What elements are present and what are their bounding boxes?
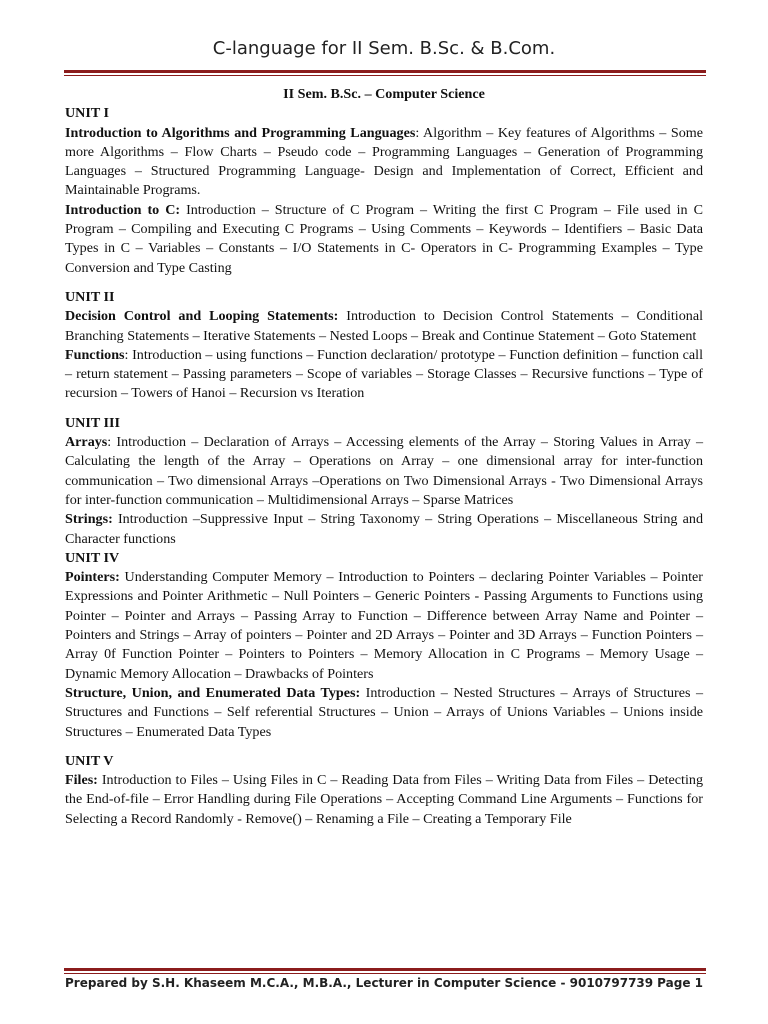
topic-paragraph: [65, 568, 703, 684]
topic-paragraph: [65, 346, 703, 404]
topic-paragraph: [65, 124, 703, 201]
topic-text: Introduction –Suppressive Input – String Taxonomy – String Operations – Miscellaneous String and Character functions: [65, 511, 703, 547]
topic-text: Introduction – Nested Structures – Arrays of Structures – Structures and Functions – Self referential Structures – Union – Arrays of Unions Variables – Unions inside Structures – Enumerated Data Types: [65, 684, 704, 740]
topic-text: : Algorithm – Key features of Algorithms – Some more Algorithms – Flow Charts – Pseudo code – Programming Languages – Generation of Programming Languages – Structured Programming Language- Design and Implementation of Correct, Efficient and Maintainable Programs.: [65, 124, 704, 199]
topic-heading: Functions: [65, 346, 125, 363]
course-subtitle: II Sem. B.Sc. – Computer Science: [283, 86, 485, 102]
footer-rule-thin: [64, 973, 706, 974]
topic-text: Introduction – Structure of C Program – Writing the first C Program – File used in C Program – Compiling and Executing C Programs – Using Comments – Keywords – Identifiers – Basic Data Types in C – Variables – Constants – I/O Statements in C- Operators in C- Programming Examples – Type Conversion and Type Casting: [65, 201, 703, 276]
unit-5: [65, 752, 703, 829]
topic-text: Introduction to Decision Control Statements – Conditional Branching Statements – Iterative Statements – Nested Loops – Break and Continue Statement – Goto Statement: [65, 308, 703, 344]
topic-heading: Structure, Union, and Enumerated Data Types:: [65, 684, 361, 701]
unit-title: UNIT III: [65, 414, 120, 431]
unit-4: [65, 549, 703, 742]
topic-paragraph: [65, 433, 703, 510]
topic-paragraph: [65, 307, 703, 346]
topic-paragraph: [65, 684, 703, 742]
unit-title: UNIT V: [65, 752, 114, 769]
topic-paragraph: [65, 510, 703, 549]
topic-heading: Introduction to C:: [65, 201, 181, 218]
page-header-title: C-language for II Sem. B.Sc. & B.Com.: [212, 38, 556, 59]
topic-text: Understanding Computer Memory – Introduction to Pointers – declaring Pointer Variables – Pointer Expressions and Pointer Arithmetic – Null Pointers – Generic Pointers - Passing Arguments to Functions using Pointer – Pointer and Arrays – Passing Array to Function – Difference between Array Name and Pointer – Pointers and Strings – Array of pointers – Pointer and 2D Arrays – Pointer and 3D Arrays – Function Pointers – Array 0f Function Pointer – Pointers to Pointers – Memory Allocation in C Programs – Memory Usage – Dynamic Memory Allocation – Drawbacks of Pointers: [65, 569, 703, 682]
topic-text: : Introduction – using functions – Function declaration/ prototype – Function definition – function call – return statement – Passing parameters – Scope of variables – Storage Classes – Recursive functions – Type of recursion – Towers of Hanoi – Recursion vs Iteration: [65, 346, 703, 402]
unit-3: [65, 414, 703, 549]
unit-title: UNIT IV: [65, 549, 120, 566]
topic-heading: Arrays: [65, 434, 108, 451]
topic-paragraph: [65, 771, 703, 829]
topic-heading: Pointers:: [65, 569, 120, 586]
topic-heading: Files:: [65, 772, 98, 789]
footer-rule-thick: [64, 968, 706, 971]
topic-paragraph: [65, 201, 703, 278]
footer-page-number: Page 1: [657, 976, 703, 990]
unit-title: UNIT II: [65, 288, 115, 305]
syllabus-content: [65, 85, 703, 829]
unit-2: [65, 288, 703, 404]
header-rule-thick: [64, 70, 706, 73]
footer-author: Prepared by S.H. Khaseem M.C.A., M.B.A., Lecturer in Computer Science - 9010797739: [65, 976, 654, 990]
topic-heading: Introduction to Algorithms and Programming Languages: [65, 124, 416, 141]
unit-title: UNIT I: [65, 105, 109, 122]
topic-heading: Decision Control and Looping Statements:: [65, 308, 339, 325]
unit-1: [65, 104, 703, 278]
topic-text: Introduction to Files – Using Files in C – Reading Data from Files – Writing Data from Files – Detecting the End-of-file – Error Handling during File Operations – Accepting Command Line Arguments – Functions for Selecting a Record Randomly - Remove() – Renaming a File – Creating a Temporary File: [65, 772, 703, 827]
topic-text: : Introduction – Declaration of Arrays – Accessing elements of the Array – Storing Values in Array – Calculating the length of the Array – Operations on Array – one dimensional array for inter-function communication – Two dimensional Arrays –Operations on Two Dimensional Arrays - Two Dimensional Arrays for inter-function communication – Multidimensional Arrays – Sparse Matrices: [65, 434, 703, 508]
header-rule-thin: [64, 75, 706, 76]
topic-heading: Strings:: [65, 511, 113, 528]
